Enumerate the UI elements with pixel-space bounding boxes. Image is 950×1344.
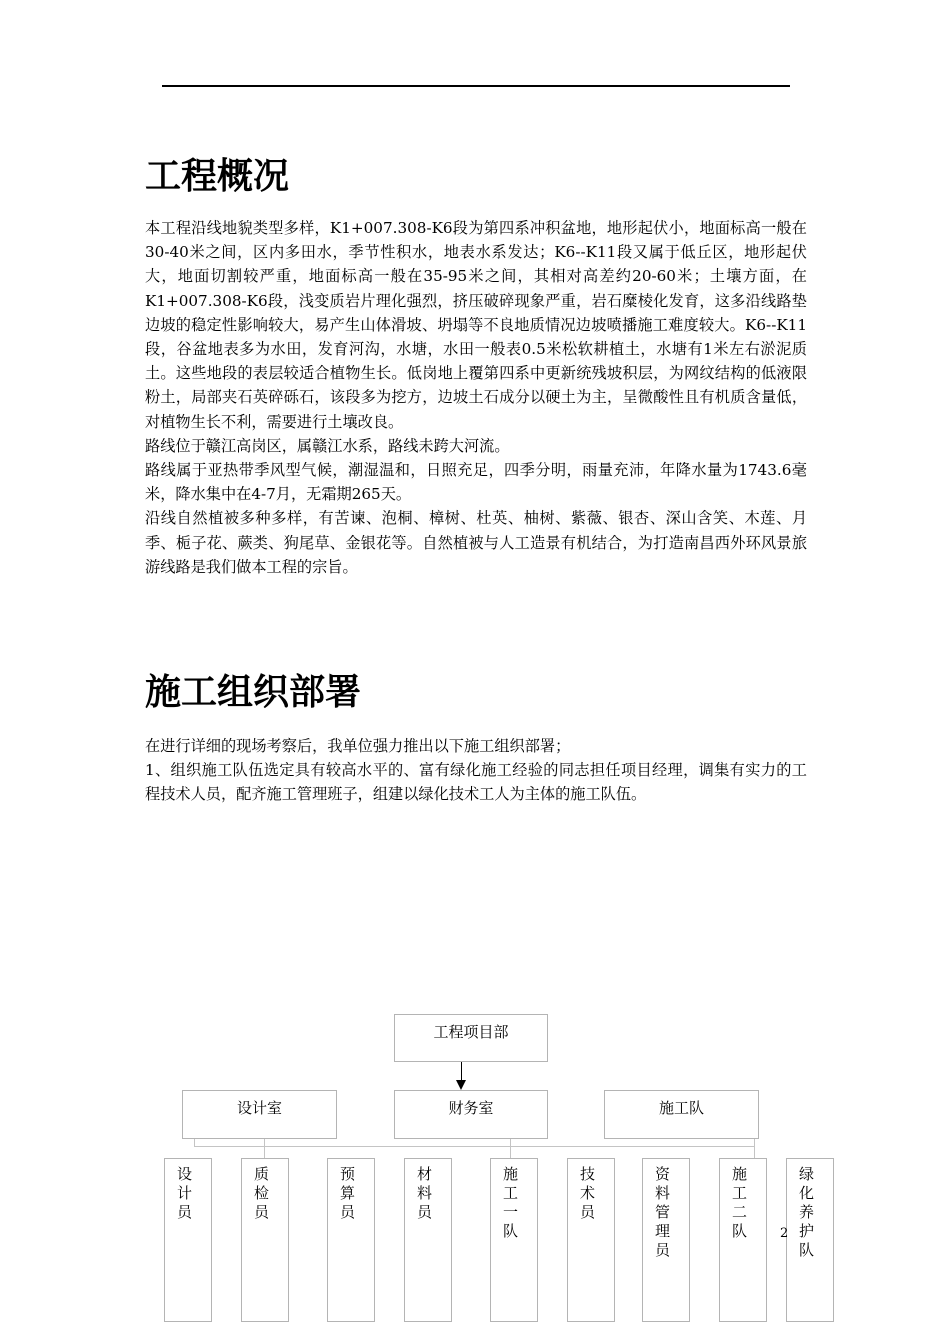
org-node-label: 设计室 [236, 1099, 282, 1117]
connector-line [194, 1139, 195, 1146]
org-node-label: 施工一队 [503, 1165, 519, 1240]
org-node-bottom [786, 1158, 834, 1322]
section-title-overview: 工程概况 [145, 156, 290, 197]
page-number: 2 [780, 1226, 789, 1241]
org-node-top [394, 1014, 548, 1062]
org-node-bottom [719, 1158, 767, 1322]
org-node-bottom [164, 1158, 212, 1322]
org-node-label: 工程项目部 [433, 1023, 509, 1041]
connector-line [754, 1139, 755, 1158]
org-node-bottom [327, 1158, 375, 1322]
connector-line [194, 1146, 754, 1147]
org-node-label: 绿化养护队 [799, 1165, 815, 1259]
org-node-label: 材料员 [417, 1165, 433, 1221]
org-node-bottom [642, 1158, 690, 1322]
org-node-bottom [490, 1158, 538, 1322]
connector-line [264, 1139, 265, 1158]
org-node-label: 资料管理员 [655, 1165, 671, 1259]
org-node-bottom [567, 1158, 615, 1322]
org-node-middle [394, 1090, 548, 1139]
org-node-label: 预算员 [340, 1165, 356, 1221]
org-node-bottom [404, 1158, 452, 1322]
paragraph: 本工程沿线地貌类型多样，K1+007.308-K6段为第四系冲积盆地，地形起伏小，地面标高一般在30-40米之间，区内多田水，季节性积水，地表水系发达；K6--K11段又属于低丘区，地形起伏大，地面切割较严重，地面标高一般在35-95米之间，其相对高差约20-60米；土壤方面，在K1+007.308-K6段，浅变质岩片理化强烈，挤压破碎现象严重，岩石糜棱化发育，这多沿线路垫边坡的稳定性影响较大，易产生山体滑坡、坍塌等不良地质情况边坡喷播施工难度较大。K6--K11段，谷盆地表多为水田，发育河沟，水塘，水田一般表0.5米松软耕植土，水塘有1米左右淤泥质土。这些地段的表层较适合植物生长。低岗地上覆第四系中更新统残坡积层，为网纹结构的低液限粉土，局部夹石英碎砾石，该段多为挖方，边坡土石成分以硬土为主，呈微酸性且有机质含量低，对植物生长不利，需要进行土壤改良。 [145, 219, 807, 431]
section-body-overview [145, 216, 807, 579]
org-node-label: 技术员 [580, 1165, 596, 1221]
org-node-middle [604, 1090, 759, 1139]
paragraph: 在进行详细的现场考察后，我单位强力推出以下施工组织部署； [145, 737, 571, 755]
section-body-deployment [145, 734, 807, 807]
org-node-bottom [241, 1158, 289, 1322]
paragraph: 1、组织施工队伍选定具有较高水平的、富有绿化施工经验的同志担任项目经理，调集有实力的工程技术人员，配齐施工管理班子，组建以绿化技术工人为主体的施工队伍。 [145, 761, 807, 804]
paragraph: 路线位于赣江高岗区，属赣江水系，路线未跨大河流。 [145, 436, 510, 455]
paragraph: 路线属于亚热带季风型气候，潮湿温和，日照充足，四季分明，雨量充沛，年降水量为1743.6毫米，降水集中在4-7月，无霜期265天。 [145, 461, 807, 504]
connector-arrow-line [461, 1062, 462, 1080]
org-node-label: 施工二队 [732, 1165, 748, 1240]
header-rule [162, 85, 790, 87]
org-node-label: 财务室 [448, 1099, 494, 1117]
org-node-label: 施工队 [658, 1099, 704, 1117]
org-node-label: 质检员 [254, 1165, 270, 1221]
org-node-label: 设计员 [177, 1165, 193, 1221]
org-node-middle [182, 1090, 337, 1139]
paragraph: 沿线自然植被多种多样，有苦谏、泡桐、樟树、杜英、柚树、紫薇、银杏、深山含笑、木莲、月季、栀子花、蕨类、狗尾草、金银花等。自然植被与人工造景有机结合，为打造南昌西外环风景旅游线路是我们做本工程的宗旨。 [145, 509, 807, 576]
arrowhead-icon [456, 1080, 466, 1090]
connector-line [510, 1139, 511, 1158]
section-title-deployment: 施工组织部署 [145, 672, 362, 713]
